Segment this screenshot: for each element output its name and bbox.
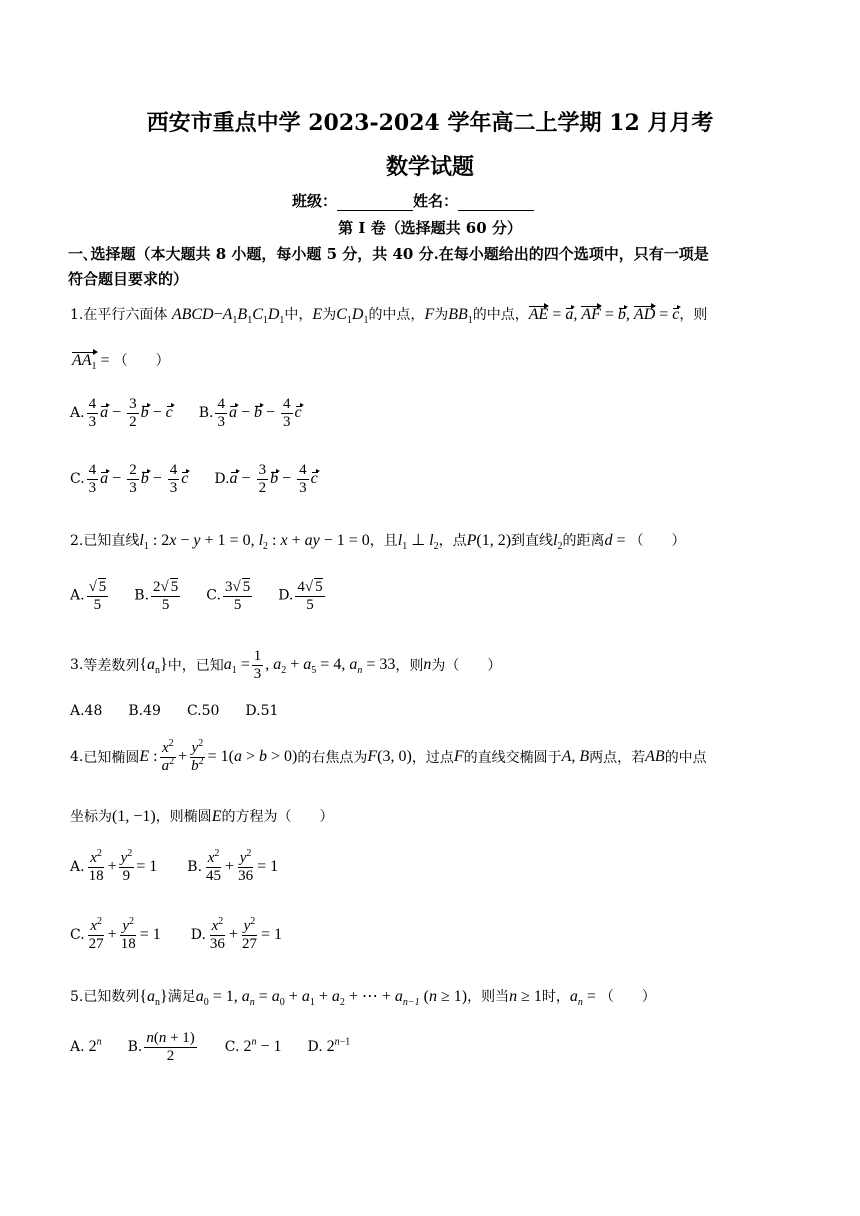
fraction: $\frac{4√ 5}{5}$ [297,579,323,613]
option-c[interactable] [70,462,188,496]
math-expression: − [262,404,280,421]
fraction: $\frac{y^2}{18}$ [120,916,136,952]
math-expression: − [237,470,255,487]
option-label: C. [70,927,85,943]
math-expression: − [278,470,296,487]
question-text: 为 [431,658,446,674]
question-number: 1. [70,307,84,323]
option-label: A. [70,859,85,875]
math-expression: = 1 [260,926,282,943]
option-a[interactable] [70,850,157,884]
question-text: 已知直线 [83,533,140,549]
math-expression: $C_1D_1$ [336,306,369,327]
answer-blank: （ ） [599,989,656,1005]
math-expression: + [178,748,188,765]
question-text: 已知椭圆 [83,750,140,766]
math-expression: = 1 [136,858,158,875]
question-4-options-row2 [70,918,282,952]
math-expression: F(3, 0) [367,748,412,765]
question-number: 4. [70,749,84,765]
question-text: ，则当 [467,989,510,1005]
math-expression: F [424,306,435,323]
option-a[interactable] [70,1038,102,1056]
option-a[interactable]: A.48 [70,703,103,719]
question-text: 两点，若 [589,750,646,766]
question-4-stem-line2 [70,806,333,826]
math-expression: b [140,470,149,487]
option-label: C. [206,587,221,604]
math-expression: − [148,470,166,487]
fraction: $\frac{n(n + 1)}{2}$ [146,1030,195,1064]
math-expression: + [225,858,235,875]
fraction: $\frac{4}{3}$ [88,462,97,496]
math-expression: AE = a, AF = b, AD = c [528,306,680,323]
question-1-options-row1 [70,396,302,430]
math-expression: $BB_1$ [448,306,473,327]
math-expression: 2$^n$ [84,1036,102,1055]
math-expression: $a_0 = 1$, $a_n = a_0 + a_1 + a_2$ + ⋯ + $a_{n-1}$ (n ≥ 1) [195,988,468,1009]
math-expression: P(1, 2) [466,532,512,549]
question-number: 2. [70,533,84,549]
class-field[interactable] [337,194,413,211]
question-2-stem [70,530,686,553]
math-expression: − [108,404,126,421]
question-3-options [70,703,278,719]
name-field[interactable] [458,194,534,211]
option-b[interactable] [187,850,278,884]
option-c[interactable] [206,578,254,613]
math-expression: = 1 [257,858,279,875]
question-text: 已知数列 [83,989,140,1005]
question-text: ，且 [369,533,398,549]
volume-heading: 第 I 卷（选择题共 60 分） [338,219,522,237]
question-text: 坐标为 [70,809,112,825]
option-a[interactable] [70,578,110,613]
fraction: $\frac{2√ 5}{5}$ [153,579,179,613]
exam-title: 西安市重点中学 2023-2024 学年高二上学期 12 月月考 [146,110,714,136]
option-d[interactable] [214,462,317,496]
question-text: ，则椭圆 [155,809,212,825]
answer-blank: （ ） [277,809,334,825]
math-expression: a [229,470,238,487]
math-expression: c [294,404,302,421]
fraction: $\frac{3√ 5}{5}$ [224,579,251,613]
question-text: 的直线交椭圆于 [463,750,562,766]
math-expression: E [312,306,323,323]
option-label: C. [224,1039,240,1055]
fraction: $\frac{y^2}{9}$ [120,848,133,884]
fraction: $\frac{x^2}{a^2}$ [161,738,175,774]
section-heading-line2: 符合题目要求的） [68,270,189,288]
question-number: 3. [70,657,84,673]
math-expression: F [453,748,464,765]
math-expression: c [310,470,318,487]
math-expression: = 1(a > b > 0) [207,748,298,765]
fraction: $\frac{y^2}{27}$ [241,916,257,952]
question-text: 时， [541,989,570,1005]
option-c[interactable] [225,1038,282,1056]
fraction: $\frac{4}{3}$ [169,462,178,496]
math-expression: $\{a_n\}$ [139,988,168,1009]
math-expression: + [107,858,117,875]
fraction: $\frac{x^2}{27}$ [88,916,104,952]
math-expression: n ≥ 1 [509,988,542,1005]
option-a[interactable] [70,396,173,430]
option-label: B. [187,859,203,875]
question-text: 为 [322,307,337,323]
math-expression: $\{a_n\}$ [139,656,168,677]
question-1-stem [70,304,708,327]
math-expression: + [107,926,117,943]
fraction: $\frac{4}{3}$ [299,462,307,496]
math-expression: $a_n$ = [569,988,600,1009]
option-c[interactable]: C.50 [186,703,220,719]
fraction: $\frac{√ 5}{5}$ [88,579,107,613]
math-expression: a [100,404,109,421]
question-text: 的中点， [368,307,425,323]
option-label: D. [278,587,294,604]
question-3-stem [70,648,501,682]
question-text: ，点 [438,533,467,549]
option-label: D. [190,927,206,943]
fraction: $\frac{3}{2}$ [129,396,137,430]
math-expression: − [236,404,255,421]
option-b[interactable]: B.49 [128,703,161,719]
answer-blank: （ ） [113,353,170,369]
question-text: 等差数列 [83,658,140,674]
question-text: 的中点， [472,307,529,323]
fraction: $\frac{4}{3}$ [283,396,291,430]
math-expression: + [228,926,238,943]
math-expression: E [211,808,222,825]
fraction: $\frac{y^2}{b^2}$ [191,738,204,774]
math-expression: (1, −1) [112,808,156,825]
fraction: $\frac{x^2}{18}$ [88,848,104,884]
question-text: 的方程为 [221,809,278,825]
math-expression: a [100,470,109,487]
fraction: $\frac{3}{2}$ [258,462,267,496]
option-label: C. [70,471,85,487]
math-expression: $AA_1$ = [72,352,114,373]
fraction: $\frac{4}{3}$ [217,396,225,430]
math-expression: c [165,404,173,421]
question-text: ，过点 [411,750,454,766]
option-d[interactable] [191,918,282,952]
option-d[interactable] [278,578,326,613]
math-expression: $2^{n-1}$ [322,1036,351,1055]
option-label: A. [70,405,85,421]
option-b[interactable] [199,396,302,430]
fraction: $\frac{x^2}{45}$ [206,848,222,884]
math-expression: b [254,404,263,421]
question-text: 的距离 [562,533,605,549]
math-expression: b [140,404,149,421]
question-4-options-row1 [70,850,278,884]
math-expression: E : [139,748,158,765]
question-text: 在平行六面体 [83,307,168,323]
math-expression: A, B [561,748,590,765]
option-label: D. [214,471,230,487]
option-label: B. [198,405,214,421]
answer-blank: （ ） [445,658,502,674]
option-label: D. [307,1039,323,1055]
exam-subtitle: 数学试题 [385,154,474,180]
math-expression: d = [604,532,630,549]
question-5-options [70,1030,350,1064]
question-2-options [70,578,327,613]
math-expression: $2^n - 1$ [239,1036,282,1055]
math-expression: a [228,404,237,421]
option-c[interactable] [70,918,161,952]
math-expression: b [270,470,279,487]
option-b[interactable] [134,578,182,613]
option-d[interactable]: D.51 [245,703,279,719]
question-text: 为 [434,307,449,323]
question-text: 的右焦点为 [297,750,368,766]
option-label: B. [134,587,150,604]
option-label: A. [70,587,85,604]
fraction: $\frac{4}{3}$ [88,396,97,430]
math-expression: − [108,470,126,487]
question-text: 中， [284,307,313,323]
answer-blank: （ ） [629,533,686,549]
math-expression: $ABCD-A_1B_1C_1D_1$ [171,306,285,327]
question-text: 中，已知 [167,658,224,674]
question-text: 满足 [167,989,196,1005]
math-expression: c [181,470,189,487]
option-label: B. [127,1039,143,1055]
question-1-stem-line2 [72,350,170,373]
question-text: ，则 [395,658,424,674]
math-expression: , $a_2 + a_5 = 4$, $a_n = 33$ [265,656,396,677]
math-expression: = 1 [139,926,161,943]
question-5-stem [70,986,656,1009]
math-expression: $l_1$ ⊥ $l_2$ [397,532,439,553]
fraction: $\frac{x^2}{36}$ [209,916,225,952]
student-info-line [292,190,534,211]
option-d[interactable] [307,1038,350,1056]
question-text: 的中点 [664,750,707,766]
math-expression: $l_2$ [553,532,563,553]
question-number: 5. [70,989,84,1005]
math-expression: $a_1$ = [223,656,250,677]
question-4-stem [70,740,707,774]
math-expression: − [148,404,166,421]
question-text: ，则 [679,307,708,323]
class-label: 班级： [292,192,338,210]
section-heading-line1: 一､选择题（本大题共 8 小题，每小题 5 分，共 40 分.在每小题给出的四个选项中，只有一项是 [68,245,709,263]
question-1-options-row2 [70,462,318,496]
option-b[interactable] [128,1030,199,1064]
fraction: $\frac{y^2}{36}$ [238,848,254,884]
math-expression: AB [645,748,665,765]
name-label: 姓名： [413,192,459,210]
math-expression: $l_1$ : 2x − y + 1 = 0, $l_2$ : x + ay − 1 = 0 [139,532,370,553]
fraction: $\frac{1}{3}$ [253,648,262,682]
option-label: A. [70,1039,85,1055]
math-expression: n [423,656,432,673]
question-text: 到直线 [511,533,554,549]
fraction: $\frac{2}{3}$ [129,462,137,496]
